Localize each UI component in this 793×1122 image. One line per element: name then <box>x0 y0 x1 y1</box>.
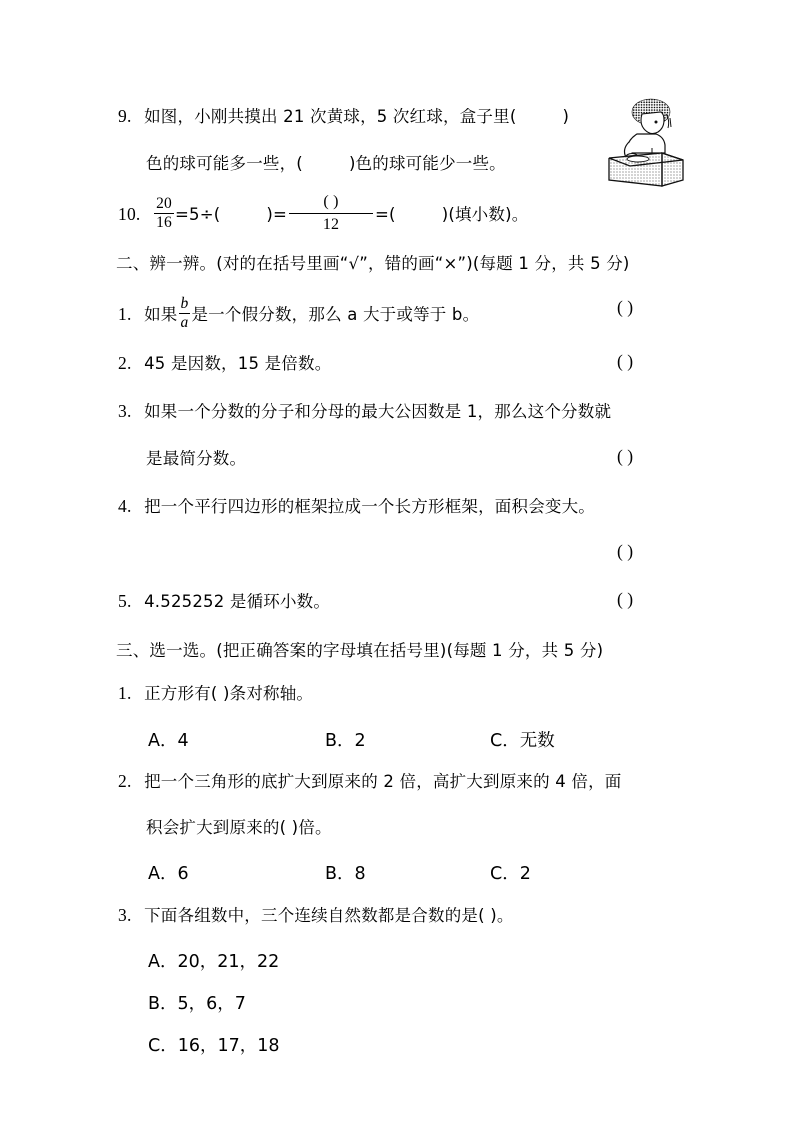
tf-item-3-line-1 <box>118 399 611 424</box>
fraction-b-over-a <box>179 296 191 332</box>
mc-question-1-option-a[interactable]: A．4 <box>148 731 189 751</box>
tf-item-5-answer-bracket[interactable]: ( ) <box>617 589 634 609</box>
mc-question-3-stem <box>118 903 514 928</box>
question-10-number: 10. <box>118 203 141 224</box>
question-10-line <box>118 193 528 233</box>
mc-question-1-option-b[interactable]: B．2 <box>325 731 366 751</box>
question-9-line-2 <box>146 151 506 176</box>
wfraction-denominator: 12 <box>322 215 340 233</box>
boy-drawing-ball-from-box-illustration <box>604 96 688 188</box>
mc-question-3-stem-text: 下面各组数中，三个连续自然数都是合数的是( )。 <box>144 906 514 925</box>
mc-question-2-option-a[interactable]: A．6 <box>148 864 189 884</box>
question-9-text-line-2a: 色的球可能多一些，( <box>146 154 303 173</box>
tf-item-1-answer-bracket[interactable]: ( ) <box>617 297 634 317</box>
fraction-denominator: 16 <box>156 213 172 231</box>
mc-question-2-option-b[interactable]: B．8 <box>325 864 366 884</box>
tf-item-2-number: 2. <box>118 353 132 373</box>
question-9-text-line-2b: )色的球可能少一些。 <box>348 154 506 173</box>
mc-question-3-option-c[interactable]: C．16，17，18 <box>148 1036 280 1056</box>
tf-item-3-number: 3. <box>118 401 132 421</box>
tf-item-1 <box>118 297 479 333</box>
fraction-numerator-b: b <box>180 295 189 312</box>
fraction-blank-over-12 <box>289 193 373 233</box>
question-10-eq-2: =( <box>375 204 396 224</box>
question-9-text-line-1: 如图，小刚共摸出 21 次黄球，5 次红球，盒子里( <box>144 107 517 126</box>
tf-item-4-answer-bracket[interactable]: ( ) <box>617 541 634 561</box>
fraction-20-over-16 <box>154 196 174 232</box>
wfraction-numerator-blank: ( ) <box>323 193 339 210</box>
mc-question-3-option-a[interactable]: A．20，21，22 <box>148 952 280 972</box>
tf-item-5-text: 4.525252 是循环小数。 <box>144 592 331 611</box>
tf-item-5 <box>118 589 330 614</box>
mc-question-1-stem <box>118 681 313 706</box>
question-10-eq-2-close: )(填小数)。 <box>441 204 529 224</box>
mc-question-1-option-c[interactable]: C．无数 <box>490 731 555 751</box>
question-9-line-1 <box>118 104 569 129</box>
tf-item-3-text: 如果一个分数的分子和分母的最大公因数是 1，那么这个分数就 <box>144 402 612 421</box>
tf-item-4-number: 4. <box>118 496 132 516</box>
tf-item-5-number: 5. <box>118 591 132 611</box>
question-10-eq-1-close: )= <box>266 204 288 224</box>
tf-item-4-text: 把一个平行四边形的框架拉成一个长方形框架，面积会变大。 <box>144 497 596 516</box>
fraction-denominator-a: a <box>180 314 189 332</box>
mc-question-3-number: 3. <box>118 905 132 925</box>
section-three-heading <box>116 638 603 663</box>
tf-item-3-line-2 <box>146 446 246 471</box>
fraction-numerator: 20 <box>156 194 172 212</box>
tf-item-2-answer-bracket[interactable]: ( ) <box>617 351 634 371</box>
mc-question-2-stem-text: 把一个三角形的底扩大到原来的 2 倍，高扩大到原来的 4 倍，面 <box>144 772 622 791</box>
section-two-heading <box>116 251 630 276</box>
tf-item-2-text: 45 是因数，15 是倍数。 <box>144 354 332 373</box>
tf-item-3-answer-bracket[interactable]: ( ) <box>617 446 634 466</box>
wfraction-bar <box>289 213 373 214</box>
mc-question-2-stem-line-1 <box>118 769 621 794</box>
mc-question-1-stem-text: 正方形有( )条对称轴。 <box>144 684 314 703</box>
tf-item-1-post: 是一个假分数，那么 a 大于或等于 b。 <box>191 305 480 325</box>
mc-question-2-option-c[interactable]: C．2 <box>490 864 531 884</box>
question-9-blank-1-close: ) <box>562 107 570 126</box>
tf-item-1-number: 1. <box>118 304 132 325</box>
section-three-heading-text: 三、选一选。(把正确答案的字母填在括号里)(每题 1 分，共 5 分) <box>116 641 604 660</box>
section-two-heading-text: 二、辨一辨。(对的在括号里画“√”，错的画“×”)(每题 1 分，共 5 分) <box>116 254 630 273</box>
tf-item-3-text-2: 是最简分数。 <box>146 449 247 468</box>
question-10-eq-1: =5÷( <box>174 204 221 224</box>
question-9-number: 9. <box>118 106 132 126</box>
mc-question-3-option-b[interactable]: B．5，6，7 <box>148 994 246 1014</box>
mc-question-2-number: 2. <box>118 771 132 791</box>
mc-question-2-stem-text-2: 积会扩大到原来的( )倍。 <box>146 818 332 837</box>
mc-question-2-stem-line-2 <box>146 815 332 840</box>
tf-item-2 <box>118 351 331 376</box>
tf-item-4 <box>118 494 595 519</box>
mc-question-1-number: 1. <box>118 683 132 703</box>
tf-item-1-pre: 如果 <box>144 305 178 325</box>
